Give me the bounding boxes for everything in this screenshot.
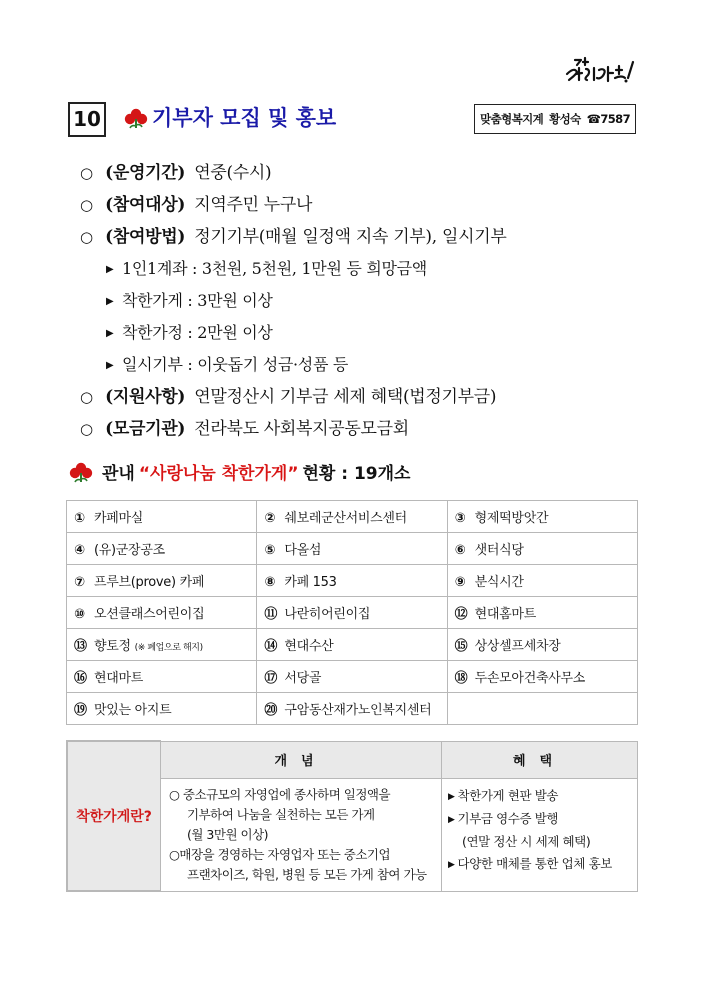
circle-bullet-icon: ○ — [80, 164, 93, 182]
benefit-cell — [442, 778, 638, 891]
method-item — [80, 285, 640, 317]
store-cell — [67, 565, 257, 597]
store-name: 형제떡방앗간 — [474, 511, 549, 526]
info-row-header: 착한가게란? — [67, 741, 161, 891]
store-number: ① — [74, 511, 85, 526]
store-number: ③ — [454, 511, 466, 526]
red-flower-icon — [68, 461, 94, 483]
store-name: 오션클래스어린이집 — [94, 607, 205, 622]
benefit-text: 착한가게 현판 발송 — [457, 787, 559, 803]
store-cell — [447, 661, 637, 693]
store-cell — [67, 533, 257, 565]
contact-phone: ☎7587 — [586, 112, 630, 126]
circle-bullet-icon: ○ — [80, 196, 93, 214]
store-number: ④ — [74, 543, 85, 558]
circle-bullet-icon: ○ — [80, 388, 93, 406]
store-name: 현대마트 — [94, 671, 144, 686]
section-header — [68, 101, 636, 137]
store-cell — [447, 501, 637, 533]
store-number: ⑭ — [264, 639, 278, 654]
triangle-bullet-icon: ▶ — [448, 814, 455, 825]
store-number: ⑯ — [74, 671, 87, 686]
store-number: ⑪ — [264, 607, 278, 622]
bullet-label: (지원사항) — [105, 387, 186, 407]
good-store-info-table — [66, 740, 638, 892]
method-text: 착한가게 : 3만원 이상 — [122, 291, 273, 310]
store-name: 다올섬 — [284, 543, 322, 558]
concept-header: 개념 — [161, 741, 442, 778]
store-name: 프루브(prove) 카페 — [94, 575, 205, 590]
store-cell — [257, 629, 447, 661]
bullet-agency — [80, 413, 640, 445]
concept-line: ○매장을 경영하는 자영업자 또는 중소기업 — [169, 846, 391, 862]
store-cell — [447, 533, 637, 565]
benefit-item — [448, 831, 631, 853]
bullet-value: 정기기부(매월 일정액 지속 기부), 일시기부 — [194, 227, 507, 247]
store-name: 서당골 — [284, 671, 322, 686]
triangle-bullet-icon: ▶ — [448, 859, 455, 870]
city-slogan-logo — [561, 52, 641, 86]
store-status-heading — [68, 459, 410, 489]
method-text: 착한가정 : 2만원 이상 — [122, 323, 273, 342]
benefit-header: 혜택 — [442, 741, 638, 778]
store-number: ⑰ — [264, 671, 278, 686]
bullet-target — [80, 189, 640, 221]
store-name: (유)군장공조 — [94, 543, 165, 558]
red-flower-icon — [123, 107, 149, 129]
contact-name: 황성숙 — [549, 112, 581, 126]
store-cell — [67, 661, 257, 693]
store-name: 카페 153 — [284, 575, 337, 590]
store-number: ⑮ — [454, 639, 468, 654]
store-name: 현대홈마트 — [474, 607, 536, 622]
store-cell — [257, 533, 447, 565]
store-number: ⑱ — [454, 671, 468, 686]
store-number: ⑧ — [264, 575, 276, 590]
store-cell — [257, 693, 447, 725]
store-cell — [257, 501, 447, 533]
method-item — [80, 349, 640, 381]
store-number: ② — [264, 511, 276, 526]
store-cell — [257, 597, 447, 629]
store-number: ⑫ — [454, 607, 468, 622]
method-text: 1인1계좌 : 3천원, 5천원, 1만원 등 희망금액 — [122, 259, 427, 278]
bullet-support — [80, 381, 640, 413]
table-row — [67, 629, 638, 661]
table-row — [67, 501, 638, 533]
triangle-bullet-icon: ▶ — [106, 296, 114, 307]
section-number: 10 — [68, 102, 106, 137]
store-table — [66, 500, 638, 725]
circle-bullet-icon: ○ — [80, 420, 93, 438]
benefit-text: 기부금 영수증 발행 — [457, 810, 559, 826]
contact-dept: 맞춤형복지계 — [480, 112, 544, 126]
status-prefix: 관내 — [102, 464, 135, 484]
table-row — [67, 661, 638, 693]
benefit-item — [448, 808, 631, 831]
store-number: ⑨ — [454, 575, 466, 590]
bullet-label: (모금기관) — [105, 419, 186, 439]
concept-line: 프랜차이즈, 학원, 병원 등 모든 가게 참여 가능 — [187, 866, 427, 882]
method-text: 일시기부 : 이웃돕기 성금·성품 등 — [122, 355, 349, 374]
contact-box — [474, 104, 636, 134]
bullet-value: 연중(수시) — [194, 163, 272, 183]
method-item — [80, 253, 640, 285]
store-name: 쉐보레군산서비스센터 — [284, 511, 407, 526]
triangle-bullet-icon: ▶ — [106, 360, 114, 371]
table-row — [67, 565, 638, 597]
table-row — [67, 597, 638, 629]
store-number: ⑦ — [74, 575, 85, 590]
concept-line: (월 3만원 이상) — [187, 826, 269, 842]
store-cell — [447, 597, 637, 629]
triangle-bullet-icon: ▶ — [106, 264, 114, 275]
store-name: 현대수산 — [284, 639, 334, 654]
store-cell — [447, 693, 637, 725]
store-number: ⑩ — [74, 607, 85, 622]
store-cell — [67, 693, 257, 725]
store-name: 상상셀프세차장 — [474, 639, 561, 654]
program-details — [80, 157, 640, 445]
table-row — [67, 693, 638, 725]
store-name: 샛터식당 — [474, 543, 524, 558]
store-cell — [447, 629, 637, 661]
bullet-label: (참여대상) — [105, 195, 186, 215]
store-number: ⑲ — [74, 703, 87, 718]
store-note: (※ 폐업으로 해지) — [134, 643, 203, 653]
store-number: ⑳ — [264, 703, 278, 718]
store-name: 향토정 — [94, 639, 131, 654]
store-cell — [447, 565, 637, 597]
store-name: 맛있는 아지트 — [94, 703, 172, 718]
benefit-text: (연말 정산 시 세제 혜택) — [462, 833, 591, 849]
concept-line: 기부하여 나눔을 실천하는 모든 가게 — [187, 806, 375, 822]
concept-line: ○ 중소규모의 자영업에 종사하며 일정액을 — [169, 786, 391, 802]
store-cell — [67, 501, 257, 533]
store-cell — [67, 597, 257, 629]
store-name: 두손모아건축사무소 — [474, 671, 585, 686]
benefit-text: 다양한 매체를 통한 업체 홍보 — [457, 855, 612, 871]
store-number: ⑥ — [454, 543, 466, 558]
store-name: 분식시간 — [474, 575, 524, 590]
method-item — [80, 317, 640, 349]
bullet-period — [80, 157, 640, 189]
status-suffix: 현황 : 19개소 — [302, 464, 411, 484]
benefit-item — [448, 853, 631, 876]
bullet-method — [80, 221, 640, 253]
concept-cell — [161, 778, 442, 891]
bullet-value: 전라북도 사회복지공동모금회 — [194, 419, 409, 439]
bullet-value: 지역주민 누구나 — [194, 195, 313, 215]
bullet-value: 연말정산시 기부금 세제 혜택(법정기부금) — [194, 387, 497, 407]
store-cell — [257, 661, 447, 693]
section-title: 기부자 모집 및 홍보 — [152, 106, 337, 130]
triangle-bullet-icon: ▶ — [448, 791, 455, 802]
store-name: 카페마실 — [94, 511, 144, 526]
store-cell — [67, 629, 257, 661]
circle-bullet-icon: ○ — [80, 228, 93, 246]
benefit-item — [448, 785, 631, 808]
bullet-label: (참여방법) — [105, 227, 186, 247]
triangle-bullet-icon: ▶ — [106, 328, 114, 339]
store-cell — [257, 565, 447, 597]
store-name: 구암동산재가노인복지센터 — [284, 703, 432, 718]
table-row — [67, 533, 638, 565]
status-quoted: “사랑나눔 착한가게” — [138, 464, 299, 484]
store-name: 나란히어린이집 — [284, 607, 371, 622]
bullet-label: (운영기간) — [105, 163, 186, 183]
store-number: ⑬ — [74, 639, 87, 654]
store-number: ⑤ — [264, 543, 276, 558]
